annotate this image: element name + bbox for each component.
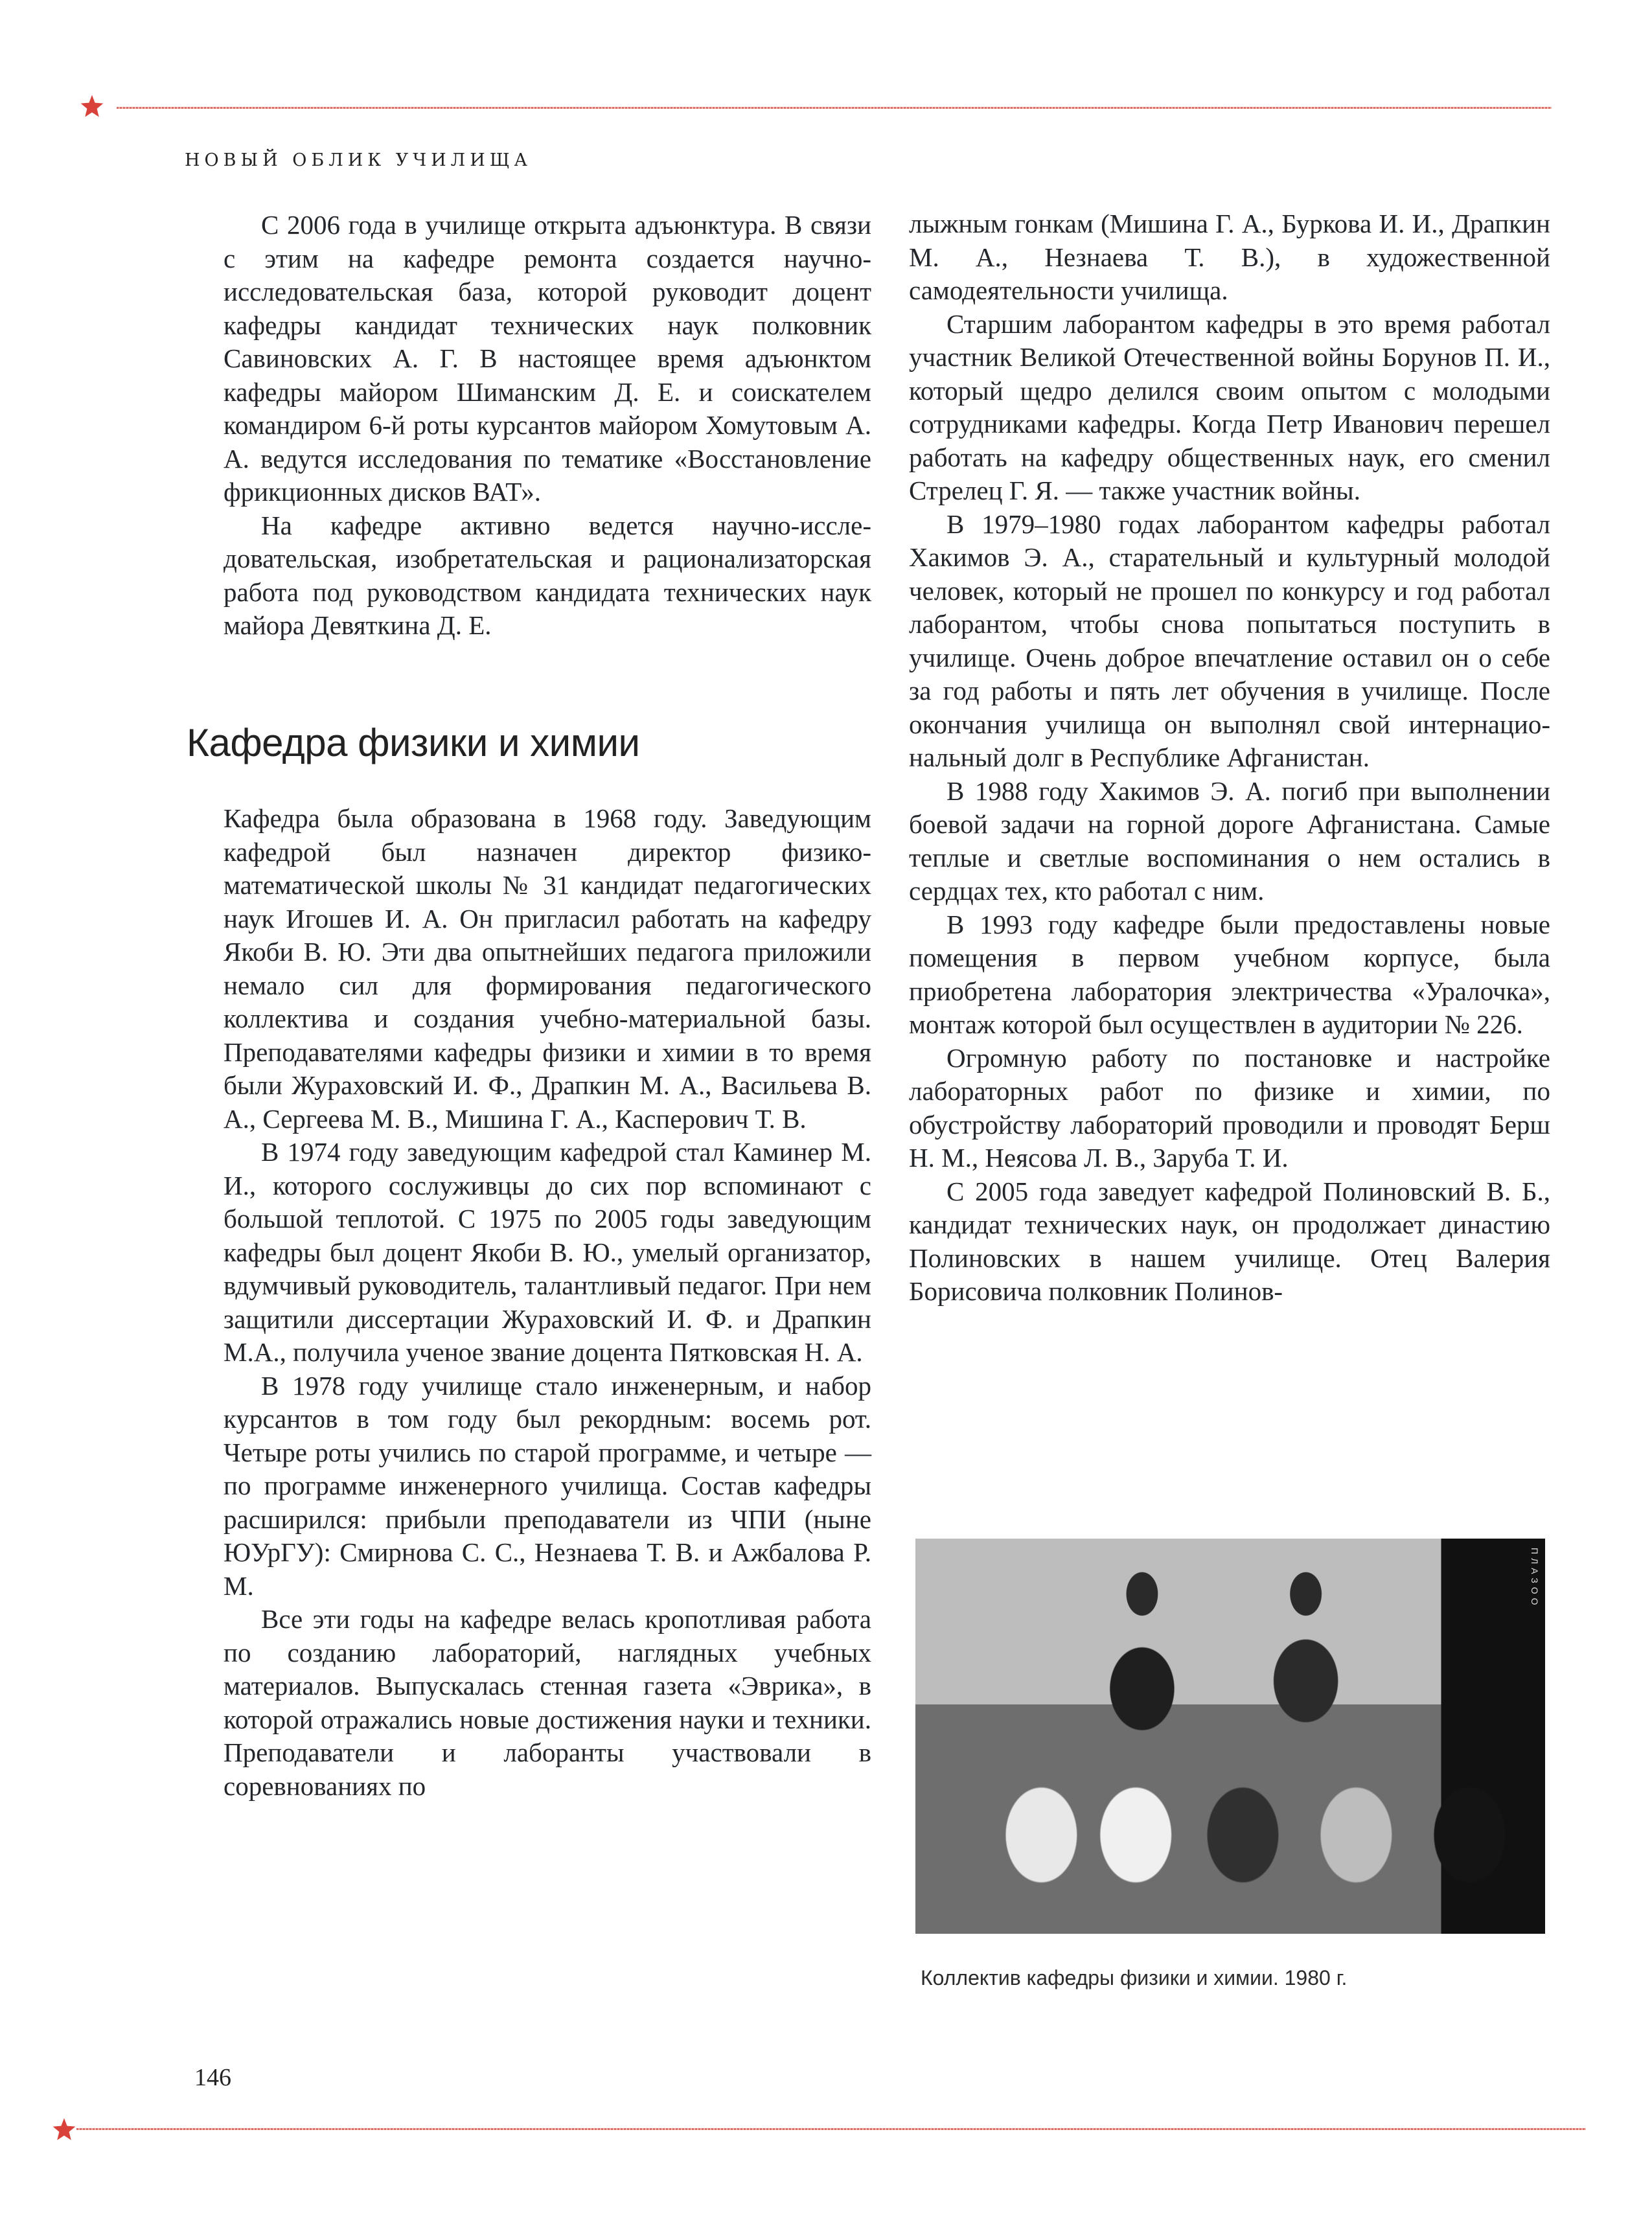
paragraph: В 1974 году заведующим кафедрой стал Каминер М. И., которого сослуживцы до сих пор вспоминают с большой теплотой. С 1975 по 2005 годы заведующим кафедры был доцент Якоби В. Ю., умелый организатор, вдумчивый руководитель, талантливый педагог. При нем защитили диссертации Жураховский И. Ф. и Драпкин М.А., получила ученое звание доцента Пятковская Н. А. — [224, 1137, 871, 1367]
left-column-section — [224, 802, 871, 1803]
paragraph: Старшим лаборантом кафедры в это время работал участник Великой Отечественной войны Борунов П. И., который щедро делился своим опытом с молодыми сотрудниками кафедры. Когда Петр Иванович перешел работать на кафедру общественных наук, его сменил Стрелец Г. Я. — также участник войны. — [909, 308, 1550, 505]
running-head: НОВЫЙ ОБЛИК УЧИЛИЩА — [185, 150, 533, 170]
paragraph: Огромную работу по постановке и настройке лабораторных работ по физике и химии, по обустройству лабораторий проводили и проводят Берш Н. М., Неясова Л. В., Заруба Т. И. — [909, 1042, 1550, 1173]
section-title: Кафедра физики и химии — [187, 721, 640, 764]
star-icon — [80, 94, 104, 119]
paragraph: лыжным гонкам (Мишина Г. А., Буркова И. И., Драпкин М. А., Незнаева Т. В.), в художественной самодеятельности училища. — [909, 209, 1550, 305]
page-number: 146 — [194, 2064, 231, 2091]
paragraph: Кафедра была образована в 1968 году. Заведующим кафедрой был назначен директор физико-математической школы № 31 кандидат педагогических наук Игошев И. А. Он пригласил работать на кафедру Якоби В. Ю. Эти два опытнейших педагога приложили немало сил для формирования педагогического коллектива и создания учебно-материальной базы. Преподавателями кафедры физики и химии в то время были Жураховский И. Ф., Драпкин М. А., Васильева В. А., Сергеева М. В., Мишина Г. А., Касперович Т. В. — [224, 803, 871, 1134]
bottom-divider-rule — [76, 2128, 1586, 2130]
paragraph: В 1978 году училище стало инженерным, и набор курсантов в том году был рекордным: восемь рот. Четыре роты учились по старой программе, и четыре — по программе инженерного училища. Состав кафедры расширился: прибыли преподаватели из ЧПИ (ныне ЮУрГУ): Смирнова С. С., Незнаева Т. В. и Ажбалова Р. М. — [224, 1370, 871, 1601]
paragraph: В 1993 году кафедре были предоставлены новые помещения в первом учебном корпусе, была приобретена лаборатория электричества «Уралочка», монтаж которой был осуществлен в аудитории № 226. — [909, 909, 1550, 1039]
left-column-intro — [224, 209, 871, 643]
paragraph: На кафедре активно ведется научно-исследовательская, изобретательская и рационализаторская работа под руководством кандидата технических наук майора Девяткина Д. Е. — [224, 510, 871, 640]
paragraph: В 1979–1980 годах лаборантом кафедры работал Хакимов Э. А., старательный и культурный молодой человек, который не прошел по конкурсу и год работал лаборантом, чтобы снова попытаться поступить в училище. Очень доброе впечатление оставил он о себе за год работы и пять лет обучения в училище. После окончания училища он выполнял свой интернациональный долг в Республике Афганистан. — [909, 509, 1550, 772]
photo-caption: Коллектив кафедры физики и химии. 1980 г. — [921, 1966, 1348, 1989]
right-column — [909, 207, 1550, 1309]
paragraph: Все эти годы на кафедре велась кропотливая работа по созданию лабораторий, наглядных учебных материалов. Выпускалась стенная газета «Эврика», в которой отражались новые достижения науки и техники. Преподаватели и лаборанты участвовали в соревнованиях по — [224, 1604, 871, 1801]
group-photo — [915, 1539, 1545, 1934]
paragraph: С 2006 года в училище открыта адъюнктура. В связи с этим на кафедре ремонта создается научно-исследовательская база, которой руководит доцент кафедры кандидат технических наук полковник Савиновских А. Г. В настоящее время адъюнктом кафедры майором Шиманским Д. Е. и соискателем командиром 6-й роты курсантов майором Хомутовым А. А. ведутся исследования по тематике «Восстановление фрикционных дисков ВАТ». — [224, 210, 871, 507]
paragraph: В 1988 году Хакимов Э. А. погиб при выполнении боевой задачи на горной дороге Афганистана. Самые теплые и светлые воспоминания о нем остались в сердцах тех, кто работал с ним. — [909, 775, 1550, 906]
star-icon — [52, 2117, 76, 2142]
top-divider-rule — [117, 107, 1552, 109]
paragraph: С 2005 года заведует кафедрой Полиновский В. Б., кандидат технических наук, он продолжает династию Полиновских в нашем училище. Отец Валерия Борисовича полковник Полинов- — [909, 1176, 1550, 1306]
photo-banner-text: ПЛАЗОО — [1530, 1548, 1540, 1609]
